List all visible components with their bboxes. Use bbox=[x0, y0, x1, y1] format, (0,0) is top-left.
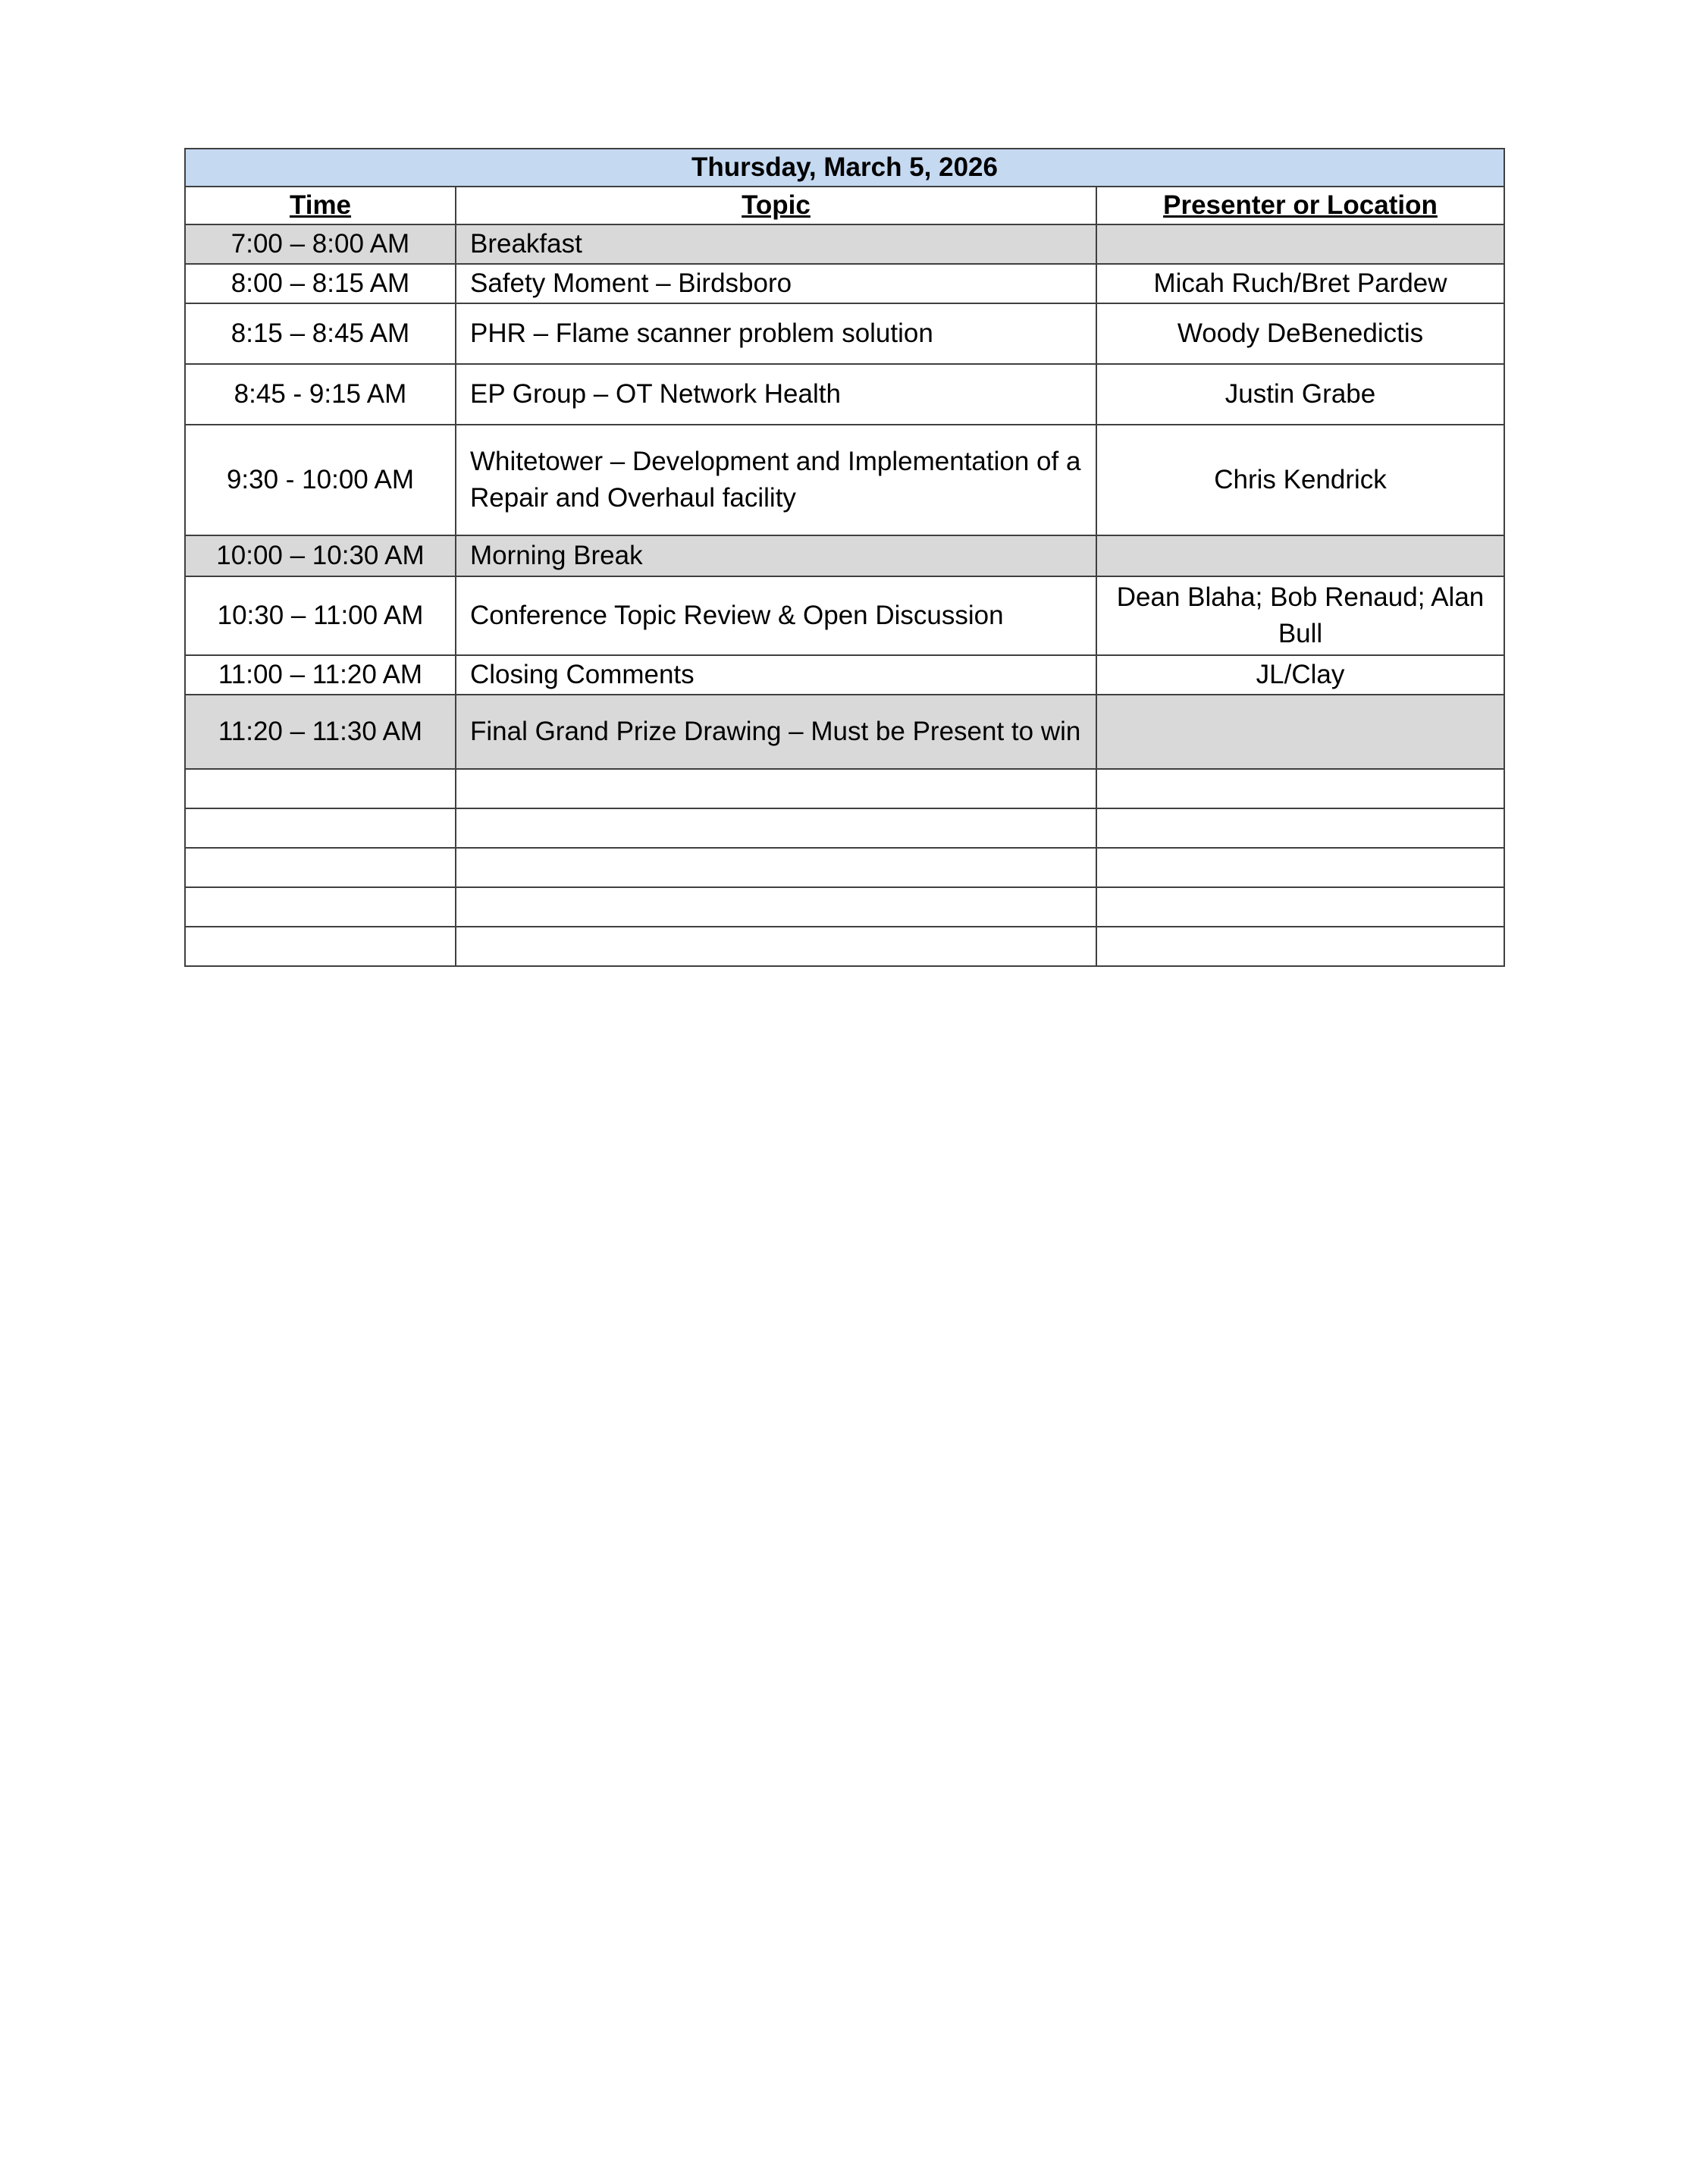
topic-cell: Whitetower – Development and Implementation of a Repair and Overhaul facility bbox=[456, 425, 1096, 535]
empty-row bbox=[185, 769, 1504, 808]
presenter-cell bbox=[1096, 535, 1504, 576]
empty-row bbox=[185, 927, 1504, 966]
topic-cell: Conference Topic Review & Open Discussion bbox=[456, 576, 1096, 655]
header-topic: Topic bbox=[456, 187, 1096, 224]
empty-cell bbox=[185, 769, 456, 808]
empty-cell bbox=[1096, 848, 1504, 887]
empty-cell bbox=[1096, 769, 1504, 808]
table-row bbox=[185, 264, 1504, 303]
time-cell: 9:30 - 10:00 AM bbox=[185, 425, 456, 535]
empty-row bbox=[185, 808, 1504, 848]
empty-cell bbox=[456, 887, 1096, 927]
day-title: Thursday, March 5, 2026 bbox=[185, 149, 1504, 187]
empty-cell bbox=[456, 808, 1096, 848]
empty-cell bbox=[185, 808, 456, 848]
presenter-cell: Woody DeBenedictis bbox=[1096, 303, 1504, 364]
table-row bbox=[185, 576, 1504, 655]
table-row bbox=[185, 655, 1504, 695]
empty-cell bbox=[185, 848, 456, 887]
empty-cell bbox=[456, 848, 1096, 887]
table-row bbox=[185, 535, 1504, 576]
empty-cell bbox=[185, 887, 456, 927]
empty-cell bbox=[1096, 887, 1504, 927]
topic-cell: Morning Break bbox=[456, 535, 1096, 576]
table-row bbox=[185, 303, 1504, 364]
table-row bbox=[185, 224, 1504, 264]
presenter-cell: Micah Ruch/Bret Pardew bbox=[1096, 264, 1504, 303]
time-cell: 11:20 – 11:30 AM bbox=[185, 695, 456, 769]
empty-cell bbox=[1096, 927, 1504, 966]
agenda-table bbox=[184, 148, 1505, 967]
header-row bbox=[185, 187, 1504, 224]
time-cell: 8:00 – 8:15 AM bbox=[185, 264, 456, 303]
presenter-cell: Chris Kendrick bbox=[1096, 425, 1504, 535]
time-cell: 8:15 – 8:45 AM bbox=[185, 303, 456, 364]
topic-cell: EP Group – OT Network Health bbox=[456, 364, 1096, 425]
time-cell: 8:45 - 9:15 AM bbox=[185, 364, 456, 425]
empty-cell bbox=[456, 769, 1096, 808]
time-cell: 7:00 – 8:00 AM bbox=[185, 224, 456, 264]
empty-row bbox=[185, 887, 1504, 927]
empty-cell bbox=[185, 927, 456, 966]
header-time: Time bbox=[185, 187, 456, 224]
topic-cell: Breakfast bbox=[456, 224, 1096, 264]
table-row bbox=[185, 364, 1504, 425]
table-row bbox=[185, 425, 1504, 535]
presenter-cell: Dean Blaha; Bob Renaud; Alan Bull bbox=[1096, 576, 1504, 655]
time-cell: 10:00 – 10:30 AM bbox=[185, 535, 456, 576]
topic-cell: Final Grand Prize Drawing – Must be Present to win bbox=[456, 695, 1096, 769]
presenter-cell bbox=[1096, 224, 1504, 264]
table-row bbox=[185, 695, 1504, 769]
day-title-row bbox=[185, 149, 1504, 187]
header-presenter: Presenter or Location bbox=[1096, 187, 1504, 224]
topic-cell: Safety Moment – Birdsboro bbox=[456, 264, 1096, 303]
time-cell: 10:30 – 11:00 AM bbox=[185, 576, 456, 655]
time-cell: 11:00 – 11:20 AM bbox=[185, 655, 456, 695]
empty-cell bbox=[1096, 808, 1504, 848]
presenter-cell bbox=[1096, 695, 1504, 769]
topic-cell: PHR – Flame scanner problem solution bbox=[456, 303, 1096, 364]
presenter-cell: JL/Clay bbox=[1096, 655, 1504, 695]
presenter-cell: Justin Grabe bbox=[1096, 364, 1504, 425]
topic-cell: Closing Comments bbox=[456, 655, 1096, 695]
empty-row bbox=[185, 848, 1504, 887]
empty-cell bbox=[456, 927, 1096, 966]
